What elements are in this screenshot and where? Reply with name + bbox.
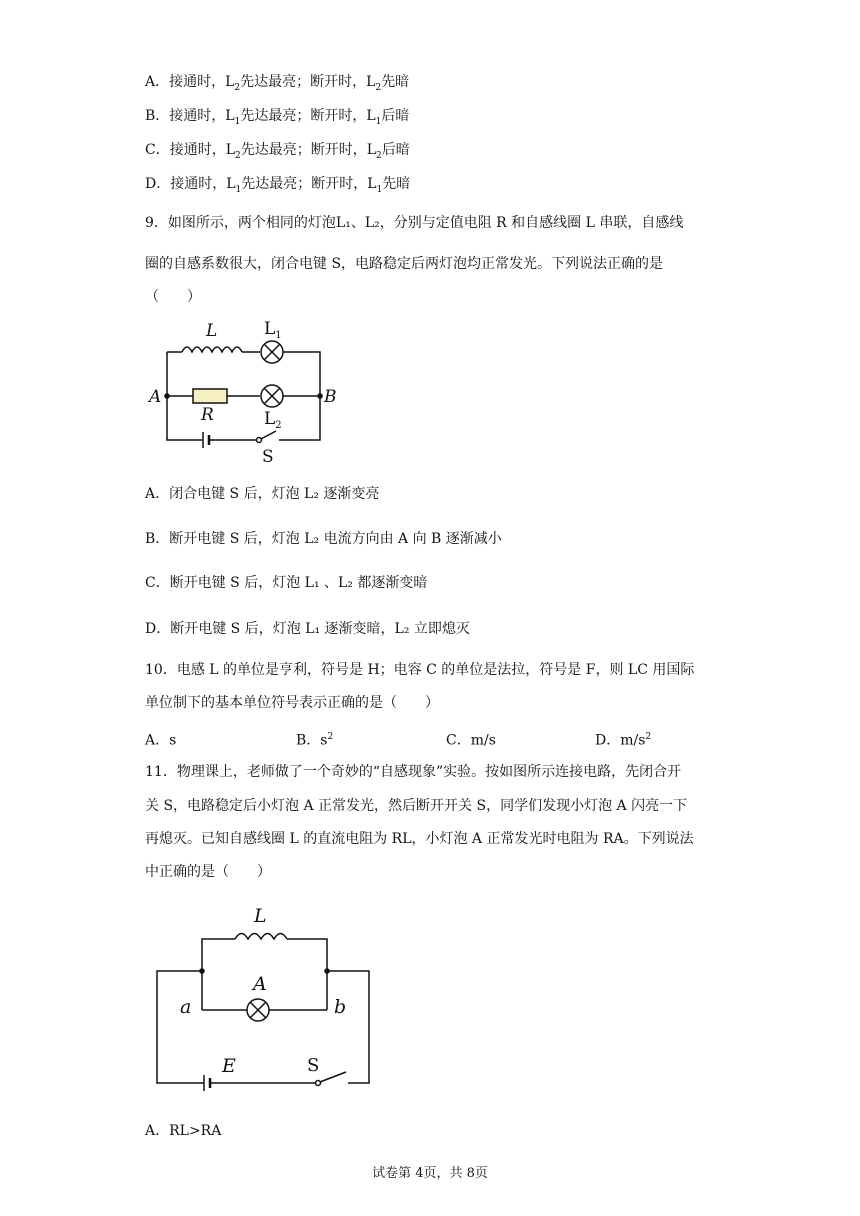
label-inductor: L bbox=[254, 905, 267, 927]
node-a-dot bbox=[164, 393, 170, 399]
label-node-b: B bbox=[324, 387, 337, 407]
q8-option-d: D．接通时，$L_1$先达最亮；断开时，$L_1$先暗 bbox=[145, 176, 411, 195]
label-node-b: b bbox=[334, 996, 347, 1018]
label-lamp1: $L_1$ bbox=[264, 319, 282, 341]
q10-option-c: C．m/s bbox=[446, 732, 496, 749]
q10-option-b: B．$s^2$ bbox=[296, 732, 334, 749]
label-lamp2: $L_2$ bbox=[264, 409, 282, 431]
q10-option-a: A．s bbox=[145, 732, 177, 749]
node-b-dot bbox=[324, 968, 330, 974]
q9-option-a: A．闭合电键 S 后，灯泡 L₂ 逐渐变亮 bbox=[145, 486, 380, 502]
q10-stem-line1: 10．电感 L 的单位是亨利，符号是 H；电容 C 的单位是法拉，符号是 F，则 LC 用国际 bbox=[145, 662, 695, 678]
q9-option-c: C．断开电键 S 后，灯泡 L₁ 、L₂ 都逐渐变暗 bbox=[145, 575, 428, 591]
q9-stem-line3: （ ） bbox=[145, 289, 201, 305]
q9-stem-line2: 圈的自感系数很大，闭合电键 S，电路稳定后两灯泡均正常发光。下列说法正确的是 bbox=[145, 256, 664, 272]
q11-stem-line4: 中正确的是（ ） bbox=[145, 864, 271, 880]
q11-stem-line2: 关 S，电路稳定后小灯泡 A 正常发光，然后断开开关 S，同学们发现小灯泡 A 闪亮一下 bbox=[145, 798, 688, 814]
label-inductor: L bbox=[206, 321, 218, 341]
label-battery: E bbox=[222, 1055, 236, 1077]
label-node-a: A bbox=[149, 387, 162, 407]
label-lamp-a: A bbox=[253, 973, 267, 995]
q8-option-a: A．接通时，$L_2$先达最亮；断开时，$L_2$先暗 bbox=[145, 74, 410, 93]
q10-stem-line2: 单位制下的基本单位符号表示正确的是（ ） bbox=[145, 695, 439, 711]
q11-stem-line3: 再熄灭。已知自感线圈 L 的直流电阻为 RL，小灯泡 A 正常发光时电阻为 RA。下列说法 bbox=[145, 831, 694, 847]
q11-option-a: A．RL>RA bbox=[145, 1123, 222, 1139]
page-footer: 试卷第 4页，共 8页 bbox=[372, 1166, 488, 1181]
label-switch: S bbox=[307, 1055, 320, 1076]
q8-option-c: C．接通时，$L_2$先达最亮；断开时，$L_2$后暗 bbox=[145, 142, 410, 161]
q9-option-b: B．断开电键 S 后，灯泡 L₂ 电流方向由 A 向 B 逐渐减小 bbox=[145, 531, 502, 547]
label-switch: S bbox=[262, 447, 274, 467]
q11-stem-line1: 11．物理课上，老师做了一个奇妙的“自感现象”实验。按如图所示连接电路，先闭合开 bbox=[145, 764, 682, 780]
node-a-dot bbox=[199, 968, 205, 974]
q9-stem-line1: 9．如图所示，两个相同的灯泡L₁、L₂，分别与定值电阻 R 和自感线圈 L 串联，自感线 bbox=[145, 215, 684, 231]
node-b-dot bbox=[317, 393, 323, 399]
q9-option-d: D．断开电键 S 后，灯泡 L₁ 逐渐变暗，L₂ 立即熄灭 bbox=[145, 621, 470, 637]
label-resistor: R bbox=[201, 405, 214, 425]
q10-option-d: D．$m/s^2$ bbox=[595, 732, 652, 749]
q8-option-b: B．接通时，$L_1$先达最亮；断开时，$L_1$后暗 bbox=[145, 108, 410, 127]
label-node-a: a bbox=[180, 996, 192, 1018]
